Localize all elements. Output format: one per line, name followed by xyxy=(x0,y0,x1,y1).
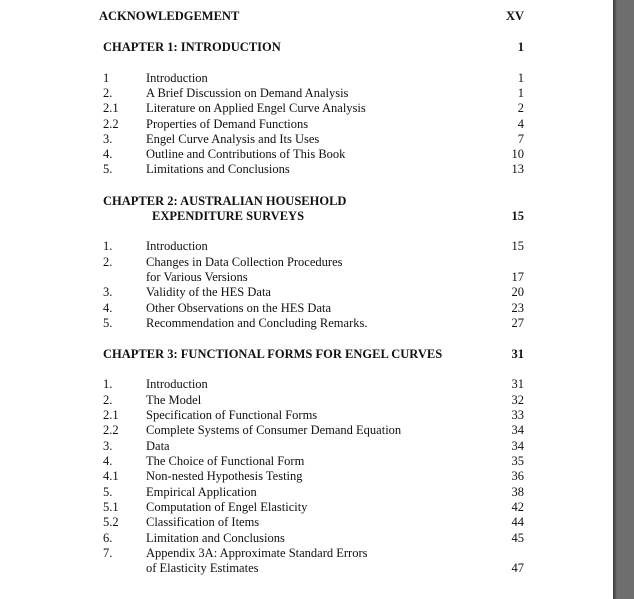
entry-title: Specification of Functional Forms xyxy=(146,408,318,422)
entry-title: Engel Curve Analysis and Its Uses xyxy=(146,132,320,146)
chapter1-page: 1 xyxy=(517,40,524,54)
chapter1-title: CHAPTER 1: INTRODUCTION xyxy=(103,40,281,54)
entry-page: 32 xyxy=(511,393,524,407)
entry-title: Introduction xyxy=(146,71,208,85)
entry-title: The Model xyxy=(146,393,202,407)
acknowledgement-page: XV xyxy=(505,9,524,23)
entry-number: 4. xyxy=(103,301,113,315)
entry-title: Appendix 3A: Approximate Standard Errors xyxy=(146,546,368,560)
entry-page: 10 xyxy=(511,147,524,161)
chapter3-page: 31 xyxy=(511,347,524,361)
entry-page: 23 xyxy=(511,301,524,315)
entry-page: 44 xyxy=(511,515,524,529)
chapter2-title-line1: CHAPTER 2: AUSTRALIAN HOUSEHOLD xyxy=(103,194,347,208)
entry-page: 4 xyxy=(517,117,524,131)
entry-title: Properties of Demand Functions xyxy=(146,117,309,131)
entry-title-continued: of Elasticity Estimates xyxy=(146,561,259,575)
entry-number: 7. xyxy=(103,546,113,560)
entry-number: 1 xyxy=(103,71,110,85)
entry-title: Non-nested Hypothesis Testing xyxy=(146,469,303,483)
entry-title: A Brief Discussion on Demand Analysis xyxy=(146,86,349,100)
entry-number: 3. xyxy=(103,285,113,299)
entry-title: Recommendation and Concluding Remarks. xyxy=(146,316,368,330)
entry-page: 1 xyxy=(517,86,524,100)
entry-number: 2.2 xyxy=(103,117,119,131)
entry-number: 2.1 xyxy=(103,101,119,115)
entry-number: 2.2 xyxy=(103,423,119,437)
entry-number: 5.2 xyxy=(103,515,119,529)
chapter2-title-line2: EXPENDITURE SURVEYS xyxy=(152,209,305,223)
entry-number: 1. xyxy=(103,239,113,253)
entry-title: Limitations and Conclusions xyxy=(146,162,290,176)
entry-page: 31 xyxy=(511,377,524,391)
entry-number: 3. xyxy=(103,132,113,146)
entry-page: 7 xyxy=(517,132,524,146)
entry-title: Empirical Application xyxy=(146,485,257,499)
entry-title: Computation of Engel Elasticity xyxy=(146,500,308,514)
entry-title: Introduction xyxy=(146,239,208,253)
entry-title: Validity of the HES Data xyxy=(146,285,271,299)
entry-page: 33 xyxy=(511,408,524,422)
entry-page: 42 xyxy=(511,500,524,514)
entry-title: Changes in Data Collection Procedures xyxy=(146,255,343,269)
entry-page: 35 xyxy=(511,454,524,468)
entry-number: 5. xyxy=(103,485,113,499)
chapter2-page: 15 xyxy=(511,209,524,223)
entry-number: 1. xyxy=(103,377,113,391)
entry-page: 45 xyxy=(511,531,524,545)
entry-title: Other Observations on the HES Data xyxy=(146,301,332,315)
entry-page: 20 xyxy=(511,285,524,299)
entry-title: The Choice of Functional Form xyxy=(146,454,305,468)
entry-title: Outline and Contributions of This Book xyxy=(146,147,346,161)
page-shadow xyxy=(613,0,617,599)
entry-page: 34 xyxy=(511,439,524,453)
chapter3-title: CHAPTER 3: FUNCTIONAL FORMS FOR ENGEL CURVES xyxy=(103,347,443,361)
entry-page: 2 xyxy=(517,101,524,115)
entry-title: Literature on Applied Engel Curve Analysis xyxy=(146,101,366,115)
entry-title: Limitation and Conclusions xyxy=(146,531,285,545)
entry-number: 6. xyxy=(103,531,113,545)
entry-page: 17 xyxy=(511,270,524,284)
entry-page: 1 xyxy=(517,71,524,85)
entry-number: 2. xyxy=(103,393,113,407)
entry-title-continued: for Various Versions xyxy=(146,270,248,284)
acknowledgement-title: ACKNOWLEDGEMENT xyxy=(99,9,240,23)
entry-number: 2. xyxy=(103,255,113,269)
entry-page: 15 xyxy=(511,239,524,253)
entry-page: 47 xyxy=(511,561,524,575)
entry-page: 36 xyxy=(511,469,524,483)
entry-number: 4. xyxy=(103,454,113,468)
entry-number: 2. xyxy=(103,86,113,100)
entry-number: 4.1 xyxy=(103,469,119,483)
entry-page: 13 xyxy=(511,162,524,176)
entry-number: 2.1 xyxy=(103,408,119,422)
entry-title: Complete Systems of Consumer Demand Equation xyxy=(146,423,402,437)
entry-title: Introduction xyxy=(146,377,208,391)
entry-number: 5.1 xyxy=(103,500,119,514)
entry-title: Classification of Items xyxy=(146,515,260,529)
entry-page: 34 xyxy=(511,423,524,437)
entry-page: 27 xyxy=(511,316,524,330)
entry-title: Data xyxy=(146,439,170,453)
entry-number: 5. xyxy=(103,316,113,330)
entry-number: 5. xyxy=(103,162,113,176)
entry-number: 4. xyxy=(103,147,113,161)
entry-page: 38 xyxy=(511,485,524,499)
entry-number: 3. xyxy=(103,439,113,453)
